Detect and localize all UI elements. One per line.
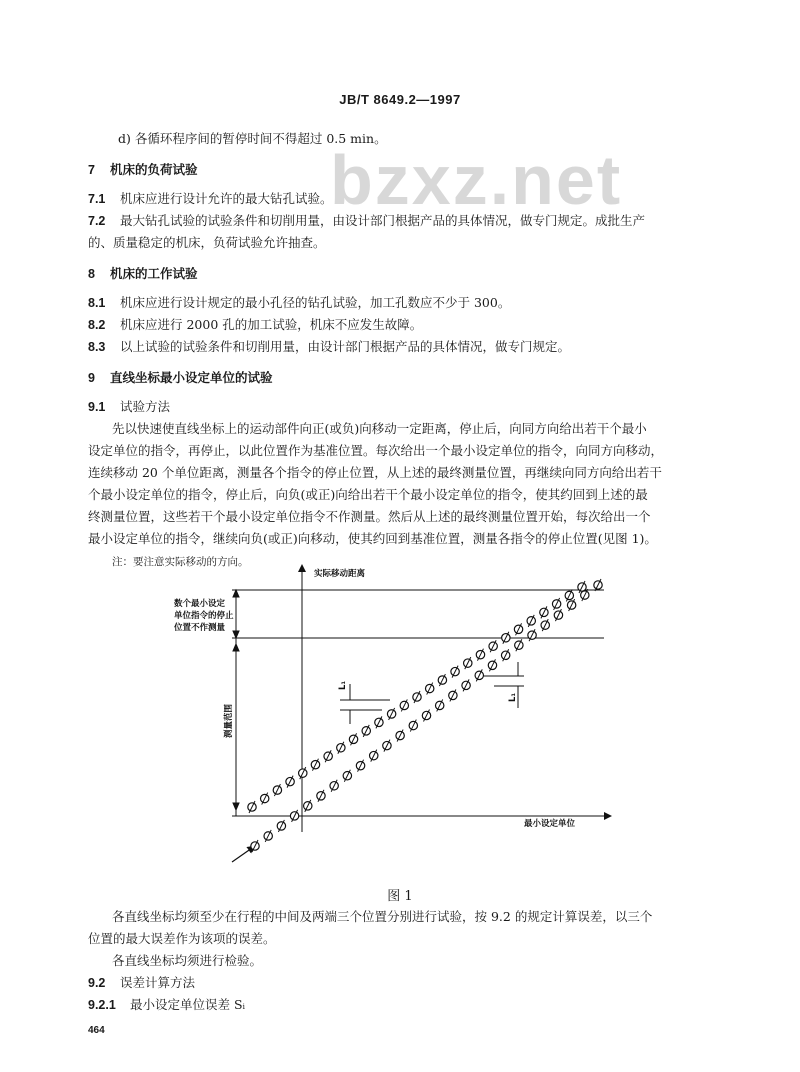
left-label-line2: 单位指令的停止 [174, 611, 234, 621]
section-8-heading: 8 机床的工作试验 [88, 267, 198, 281]
clause-8-1: 8.1 机床应进行设计规定的最小孔径的钻孔试验，加工孔数应不少于 300。 [88, 295, 511, 310]
para-after-fig-line3: 各直线坐标均须进行检验。 [112, 953, 263, 968]
l1-label-left: L₁ [338, 680, 348, 690]
para-9-1-line6: 最小设定单位的指令，继续向负(或正)向移动，使其约回到基准位置，测量各指令的停止位置(见图 1)。 [88, 531, 657, 546]
clause-9-2-1: 9.2.1 最小设定单位误差 Sᵢ [88, 997, 246, 1012]
clause-8-3: 8.3 以上试验的试验条件和切削用量，由设计部门根据产品的具体情况，做专门规定。 [88, 339, 571, 354]
page-number: 464 [88, 1025, 105, 1036]
note: 注：要注意实际移动的方向。 [112, 556, 249, 568]
para-9-1-line4: 个最小设定单位的指令，停止后，向负(或正)向给出若干个最小设定单位的指令，使其约回到上述的最 [88, 487, 648, 502]
clause-7-1: 7.1 机床应进行设计允许的最大钻孔试验。 [88, 191, 333, 206]
para-9-1-line1: 先以快速使直线坐标上的运动部件向正(或负)向移动一定距离，停止后，向同方向给出若干个最小 [112, 421, 647, 436]
para-9-1-line2: 设定单位的指令，再停止，以此位置作为基准位置。每次给出一个最小设定单位的指令，向同方向移动， [88, 443, 664, 458]
page-header: JB/T 8649.2—1997 [339, 92, 461, 107]
range-label: 测量范围 [224, 703, 234, 738]
l1-label-right: L₁ [508, 692, 518, 702]
clause-8-2: 8.2 机床应进行 2000 孔的加工试验，机床不应发生故障。 [88, 317, 423, 332]
para-9-1-line5: 终测量位置，这些若干个最小设定单位指令不作测量。然后从上述的最终测量位置开始，每次给出一个 [88, 509, 651, 524]
lower-point-series [251, 579, 602, 852]
input-arrow [232, 848, 252, 862]
watermark: bzxz.net [330, 141, 623, 219]
section-9-heading: 9 直线坐标最小设定单位的试验 [88, 371, 273, 385]
para-after-fig-line1: 各直线坐标均须至少在行程的中间及两端三个位置分别进行试验，按 9.2 的规定计算误差，以三个 [112, 909, 653, 924]
clause-9-1: 9.1 试验方法 [88, 399, 171, 414]
clause-9-2: 9.2 误差计算方法 [88, 975, 196, 990]
left-label-line3: 位置不作测量 [174, 623, 226, 633]
left-label-line1: 数个最小设定 [174, 599, 226, 609]
item-d: d) 各循环程序间的暂停时间不得超过 0.5 min。 [118, 131, 387, 146]
x-axis-label: 最小设定单位 [524, 819, 576, 829]
para-9-1-line3: 连续移动 20 个单位距离，测量各个指令的停止位置，从上述的最终测量位置，再继续向同方向给出若干 [88, 465, 662, 480]
figure-caption: 图 1 [387, 889, 413, 904]
para-after-fig-line2: 位置的最大误差作为该项的误差。 [88, 931, 276, 946]
upper-point-series [248, 581, 586, 813]
section-7-heading: 7 机床的负荷试验 [88, 163, 198, 177]
clause-7-2-cont: 的、质量稳定的机床，负荷试验允许抽查。 [88, 235, 326, 250]
clause-7-2: 7.2 最大钻孔试验的试验条件和切削用量，由设计部门根据产品的具体情况，做专门规定。成批生产 [88, 213, 646, 228]
y-axis-label: 实际移动距离 [314, 569, 366, 579]
